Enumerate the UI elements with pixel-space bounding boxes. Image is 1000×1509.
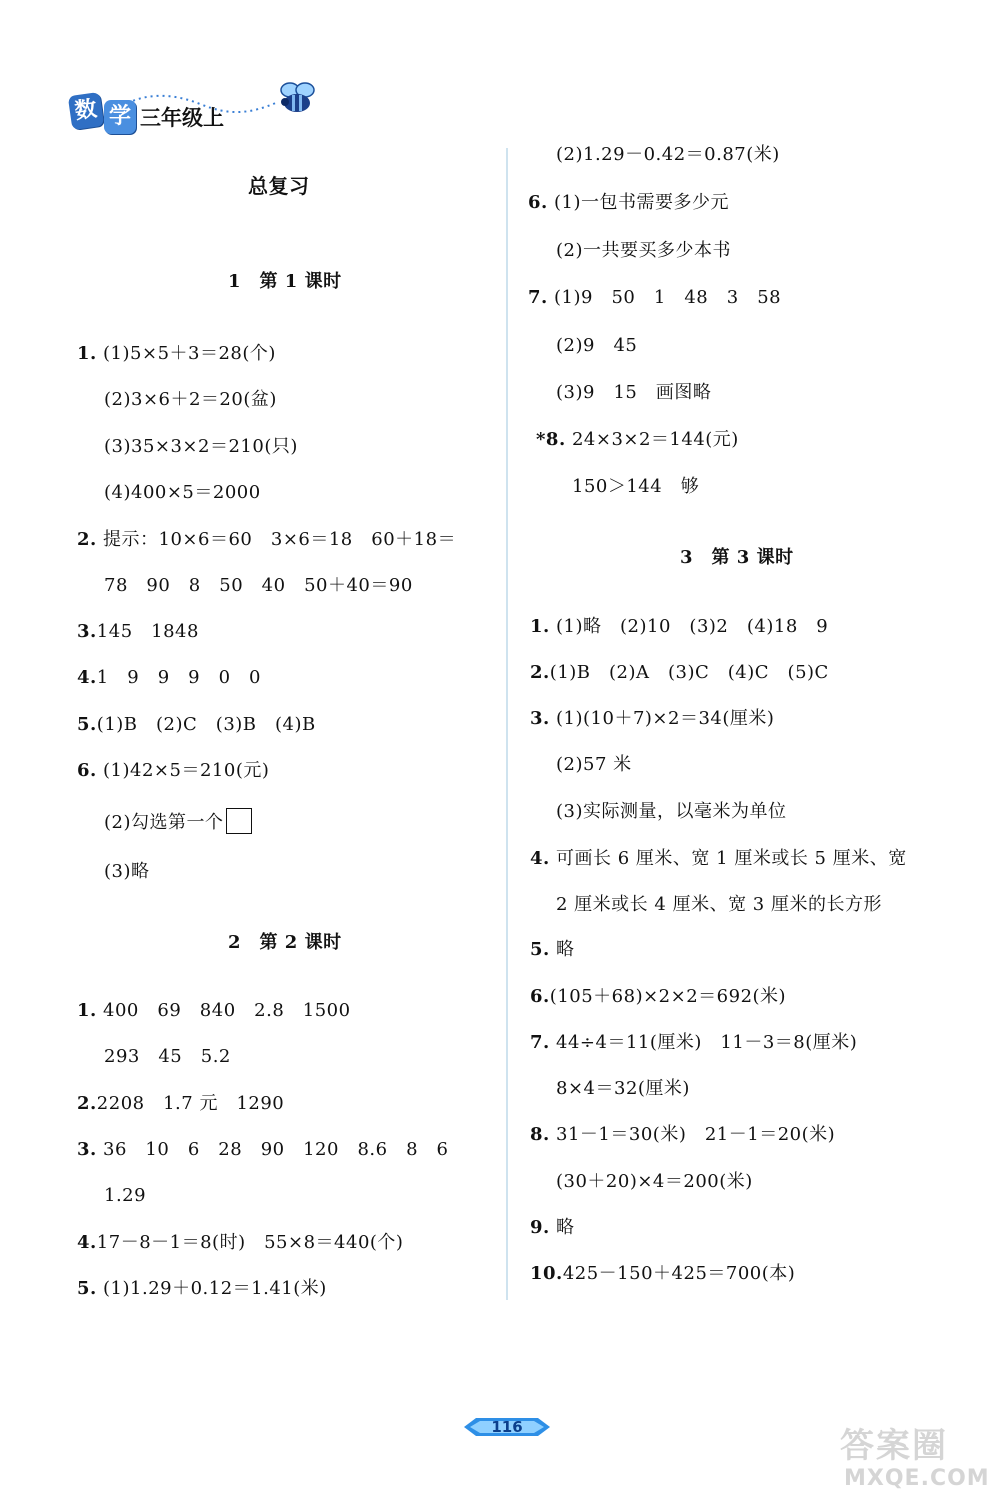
bee-icon <box>276 82 318 116</box>
answer-item: 5.(1)B (2)C (3)B (4)B <box>77 714 316 735</box>
page-number-badge <box>462 1414 552 1440</box>
answer-item: 1. 400 69 840 2.8 1500 <box>77 1000 351 1021</box>
answer-item: 4.1 9 9 9 0 0 <box>77 667 262 688</box>
answer-continuation: 150＞144 够 <box>572 476 700 497</box>
book-header <box>70 78 330 138</box>
page-number: 116 <box>491 1418 523 1436</box>
section-title: 总复习 <box>248 174 310 198</box>
answer-continuation: 1.29 <box>104 1185 147 1206</box>
answer-item: 5. (1)1.29＋0.12＝1.41(米) <box>77 1278 327 1299</box>
answer-item: 5. 略 <box>530 939 575 960</box>
answer-item: 7. (1)9 50 1 48 3 58 <box>528 287 782 308</box>
answer-item: 6.(105＋68)×2×2＝692(米) <box>530 986 787 1007</box>
answer-continuation: 8×4＝32(厘米) <box>556 1078 690 1099</box>
answer-item: 4.17－8－1＝8(时) 55×8＝440(个) <box>77 1232 404 1253</box>
subject-badge-1: 数 <box>68 92 104 130</box>
column-divider <box>506 148 508 1300</box>
answer-subitem: (2)3×6＋2＝20(盆) <box>104 389 277 410</box>
lesson-heading-3: 3 第 3 课时 <box>680 547 794 568</box>
lesson-heading-2: 2 第 2 课时 <box>228 932 342 953</box>
answer-subitem: (3)35×3×2＝210(只) <box>104 436 298 457</box>
answer-item: 10.425－150＋425＝700(本) <box>530 1263 796 1284</box>
answer-item: 9. 略 <box>530 1217 575 1238</box>
answer-item: 8. 31－1＝30(米) 21－1＝20(米) <box>530 1124 836 1145</box>
answer-item: 3. 36 10 6 28 90 120 8.6 8 6 <box>77 1139 449 1160</box>
lesson-heading-1: 1 第 1 课时 <box>228 271 342 292</box>
answer-item: 2.2208 1.7 元 1290 <box>77 1093 285 1114</box>
answer-continuation: 293 45 5.2 <box>104 1046 231 1067</box>
answer-subitem: (2)1.29－0.42＝0.87(米) <box>556 144 780 165</box>
watermark <box>830 1418 990 1498</box>
checkbox-square <box>226 808 252 834</box>
answer-item: *8. 24×3×2＝144(元) <box>536 429 739 450</box>
answer-subitem: (2)57 米 <box>556 754 632 775</box>
answer-item: 3.145 1848 <box>77 621 199 642</box>
answer-subitem: (4)400×5＝2000 <box>104 482 261 503</box>
grade-label: 三年级上 <box>140 106 224 130</box>
answer-item: 1. (1)5×5＋3＝28(个) <box>77 343 276 364</box>
answer-subitem: (3)实际测量，以毫米为单位 <box>556 801 787 822</box>
watermark-url: MXQE.COM <box>844 1466 990 1491</box>
answer-subitem: (3)9 15 画图略 <box>556 382 712 403</box>
watermark-chinese: 答案圈 <box>840 1426 948 1466</box>
subject-badge-2: 学 <box>104 100 136 134</box>
answer-subitem: (2)勾选第一个 <box>104 808 252 835</box>
answer-continuation: 2 厘米或长 4 厘米、宽 3 厘米的长方形 <box>556 894 882 915</box>
answer-subitem: (3)略 <box>104 861 150 882</box>
answer-subitem: (2)9 45 <box>556 335 638 356</box>
answer-continuation: (30＋20)×4＝200(米) <box>556 1171 753 1192</box>
answer-item: 6. (1)一包书需要多少元 <box>528 192 730 213</box>
answer-subitem: (2)一共要买多少本书 <box>556 240 731 261</box>
answer-item: 2. 提示：10×6＝60 3×6＝18 60＋18＝ <box>77 529 457 550</box>
answer-item: 6. (1)42×5＝210(元) <box>77 760 270 781</box>
answer-item: 3. (1)(10＋7)×2＝34(厘米) <box>530 708 775 729</box>
answer-item: 2.(1)B (2)A (3)C (4)C (5)C <box>530 662 829 683</box>
answer-item: 7. 44÷4＝11(厘米) 11－3＝8(厘米) <box>530 1032 858 1053</box>
answer-item: 1. (1)略 (2)10 (3)2 (4)18 9 <box>530 616 829 637</box>
answer-item: 4. 可画长 6 厘米、宽 1 厘米或长 5 厘米、宽 <box>530 848 907 869</box>
answer-continuation: 78 90 8 50 40 50＋40＝90 <box>104 575 413 596</box>
